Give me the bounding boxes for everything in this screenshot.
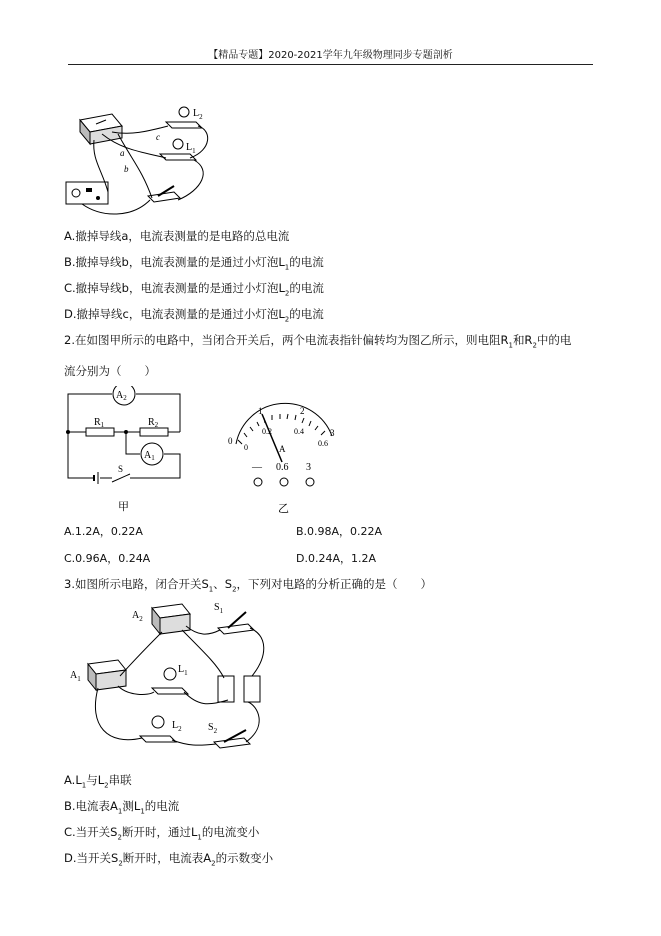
terminal-label-06: 0.6 [276,462,289,473]
label-c: c [156,132,160,142]
ammeter-icon [80,114,122,144]
q1-option-c: C.撤掉导线b，电流表测量的是通过小灯泡$L_2$的电流 [64,281,324,298]
q1-option-b: B.撤掉导线b，电流表测量的是通过小灯泡$L_1$的电流 [64,255,324,272]
label-s2: $S_2$ [208,722,218,735]
label-r1: $R_1$ [94,417,105,429]
caption-jia: 甲 [118,501,129,513]
scale-top-0: 0 [228,436,233,446]
q3-option-b: B.电流表$A_1$测$L_1$的电流 [64,799,180,816]
q2-option-c: C.0.96A，0.24A [64,552,151,565]
header-text: 【精品专题】2020-2021学年九年级物理同步专题剖析 [208,50,453,61]
q2-option-b: B.0.98A，0.22A [296,525,383,538]
ammeter-a2-icon [152,604,190,634]
lamp-l2-icon [140,716,176,742]
scale-bottom-3: 0.6 [318,439,328,448]
label-s1: $S_1$ [214,602,224,615]
terminal-label-3: 3 [306,462,311,473]
label-a1: $A_1$ [70,670,81,683]
figure-2a-circuit-diagram [60,386,190,516]
dial-unit: A [279,444,286,454]
dial-ticks [238,414,325,444]
q1-option-d: D.撤掉导线c，电流表测量的是通过小灯泡$L_2$的电流 [64,307,324,324]
switch-icon [148,186,180,202]
figure-3-circuit [68,596,278,766]
scale-top-3: 3 [330,428,335,438]
terminal-label-neg: — [252,462,262,473]
switch-s1-icon [218,612,254,634]
label-a1: $A_1$ [144,450,155,462]
q2-option-d: D.0.24A，1.2A [296,552,377,565]
power-supply-icon [66,182,108,204]
label-b: b [124,164,129,174]
scale-top-1: 1 [258,406,263,416]
q3-stem: 3.如图所示电路，闭合开关$S_1$、$S_2$，下列对电路的分析正确的是（ ） [64,577,433,594]
battery-icon [218,676,260,702]
figure-2b-ammeter-dial [222,400,342,516]
q3-option-a: $A.L_1$与$L_2$串联 [64,773,132,790]
label-a: a [120,148,125,158]
label-a2: $A_2$ [116,390,127,402]
q3-option-c: C.当开关$S_2$断开时，通过$L_1$的电流变小 [64,825,260,842]
caption-yi: 乙 [278,503,289,515]
q3-option-d: D.当开关$S_2$断开时，电流表$A_2$的示数变小 [64,851,274,868]
q2-option-a: A.1.2A，0.22A [64,525,143,538]
q1-option-a: A.撤掉导线a，电流表测量的是电路的总电流 [64,229,290,243]
scale-bottom-2: 0.4 [294,427,304,436]
terminal-neg-icon [254,478,262,486]
scale-top-2: 2 [300,406,305,416]
label-l2: $L_2$ [172,720,182,733]
terminal-06-icon [280,478,288,486]
q2-stem: 2.在如图甲所示的电路中，当闭合开关后，两个电流表指针偏转均为图乙所示，则电阻$R_1$和$R_2$中的电 流分别为（ ） [64,333,572,379]
terminal-3-icon [306,478,314,486]
label-a2: $A_2$ [132,610,143,623]
switch-s2-icon [214,730,250,748]
label-r2: $R_2$ [148,417,159,429]
scale-bottom-0: 0 [244,443,248,452]
label-s: S [118,464,124,474]
figure-1-circuit [62,100,222,220]
label-l1: $L_1$ [186,142,196,155]
page-header [68,46,593,65]
dial-needle [262,414,282,462]
label-l1: $L_1$ [178,664,188,677]
label-l2: $L_2$ [193,108,203,121]
scale-bottom-1: 0.2 [262,427,272,436]
